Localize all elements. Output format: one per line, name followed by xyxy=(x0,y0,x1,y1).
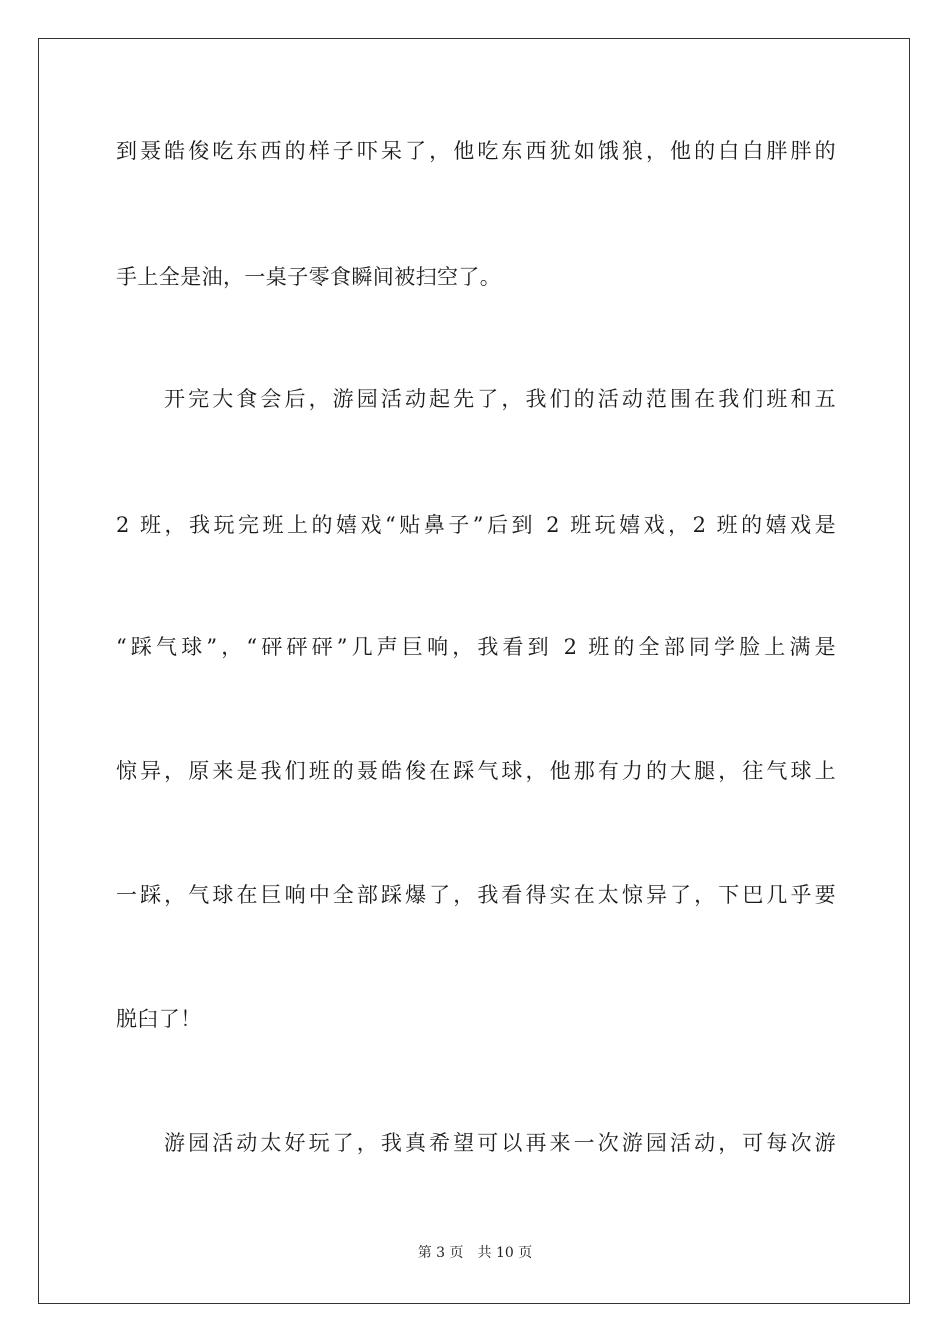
body-line-2: 手上全是油，一桌子零食瞬间被扫空了。 xyxy=(116,265,502,289)
body-line-1: 到聂皓俊吃东西的样子吓呆了，他吃东西犹如饿狼，他的白白胖胖的 xyxy=(116,139,836,163)
body-line-6: 惊异，原来是我们班的聂皓俊在踩气球，他那有力的大腿，往气球上 xyxy=(116,759,836,783)
page-total: 共 10 页 xyxy=(477,1245,533,1261)
body-line-9: 游园活动太好玩了，我真希望可以再来一次游园活动，可每次游 xyxy=(164,1131,836,1155)
body-line-3: 开完大食会后，游园活动起先了，我们的活动范围在我们班和五 xyxy=(164,387,836,411)
body-line-5: “踩气球”，“砰砰砰”几声巨响，我看到 2 班的全部同学脸上满是 xyxy=(116,635,836,659)
body-line-8: 脱臼了！ xyxy=(116,1007,202,1031)
body-line-7: 一踩，气球在巨响中全部踩爆了，我看得实在太惊异了，下巴几乎要 xyxy=(116,883,836,907)
body-line-4: 2 班，我玩完班上的嬉戏“贴鼻子”后到 2 班玩嬉戏，2 班的嬉戏是 xyxy=(116,513,836,537)
page-footer xyxy=(0,1243,950,1263)
page-number: 第 3 页 xyxy=(417,1245,464,1261)
page-border xyxy=(38,38,910,1304)
